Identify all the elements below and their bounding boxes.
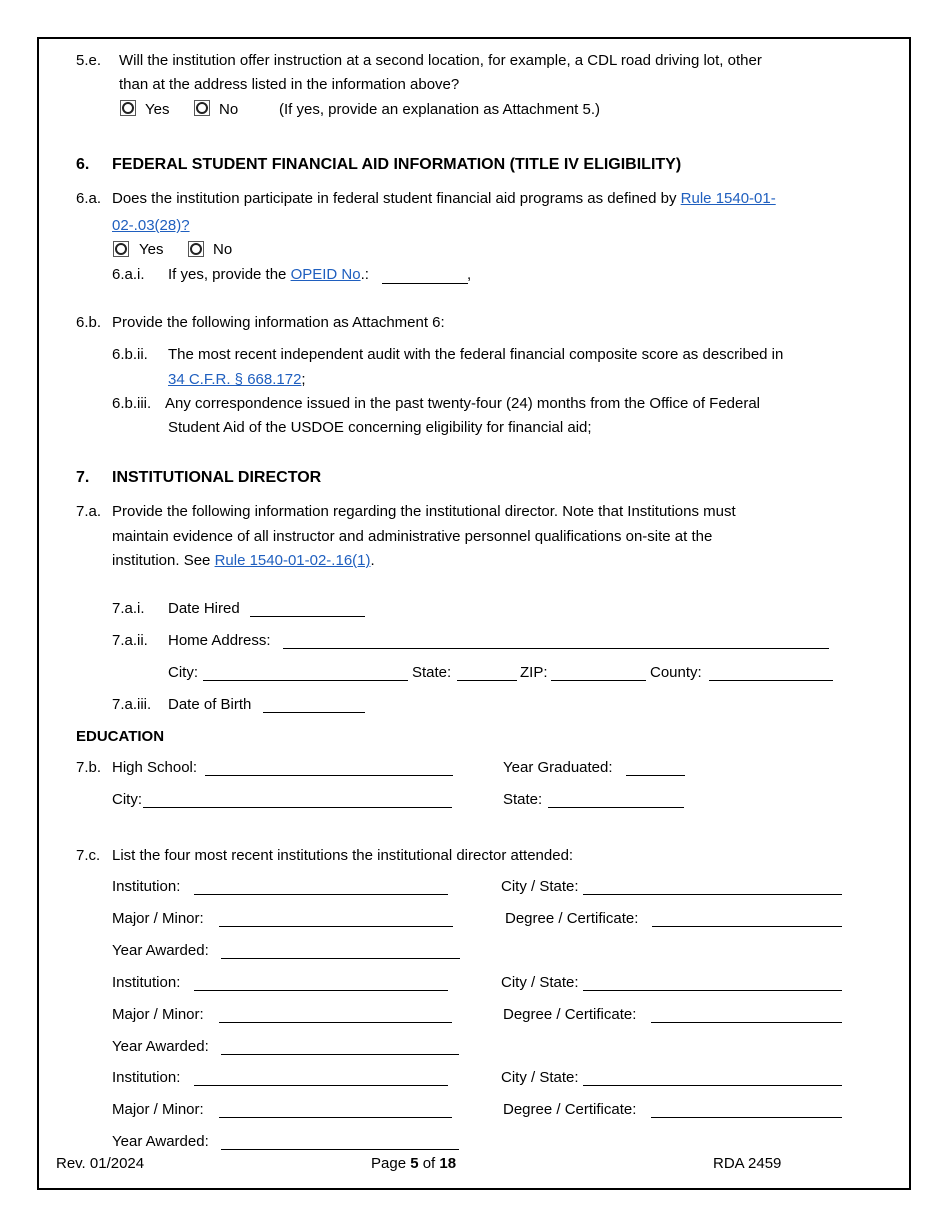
- section-7aii-number: 7.a.ii.: [112, 632, 148, 649]
- opeid-number-field[interactable]: [382, 283, 468, 284]
- section-7a-number: 7.a.: [76, 503, 102, 520]
- degree-3-field[interactable]: [651, 1117, 842, 1118]
- section-6biii-line2: Student Aid of the USDOE concerning eligibility for financial aid;: [168, 419, 592, 436]
- major-minor-3-field[interactable]: [219, 1117, 452, 1118]
- radio-6a-yes-label: Yes: [139, 241, 164, 258]
- high-school-label: High School:: [112, 759, 198, 776]
- city-field[interactable]: [203, 680, 408, 681]
- section-7a-line3: institution. See Rule 1540-01-02-.16(1).: [112, 552, 375, 569]
- section-7ai-number: 7.a.i.: [112, 600, 145, 617]
- footer-page-number: Page 5 of 18: [371, 1155, 457, 1172]
- city-state-2-field[interactable]: [583, 990, 842, 991]
- radio-6a-no-label: No: [213, 241, 233, 258]
- major-minor-2-field[interactable]: [219, 1022, 452, 1023]
- rule-1540-01-02-03-28-link[interactable]: Rule 1540-01-: [680, 190, 776, 207]
- section-5e-question-line1: Will the institution offer instruction at a second location, for example, a CDL road driving lot, other: [119, 52, 762, 69]
- county-label: County:: [650, 664, 702, 681]
- degree-2-field[interactable]: [651, 1022, 842, 1023]
- hs-state-field[interactable]: [548, 807, 684, 808]
- opeid-link[interactable]: OPEID No: [290, 266, 361, 283]
- cfr-668-172-link[interactable]: 34 C.F.R. § 668.172: [168, 371, 302, 388]
- date-hired-field[interactable]: [250, 616, 365, 617]
- high-school-field[interactable]: [205, 775, 453, 776]
- year-graduated-label: Year Graduated:: [503, 759, 613, 776]
- section-7c-number: 7.c.: [76, 847, 101, 864]
- section-6ai-number: 6.a.i.: [112, 266, 145, 283]
- rule-1540-01-02-03-28-link-cont[interactable]: 02-.03(28)?: [112, 217, 190, 234]
- institution-3-label: Institution:: [112, 1069, 181, 1086]
- city-state-1-label: City / State:: [501, 878, 579, 895]
- hs-city-label: City:: [112, 791, 142, 808]
- section-7b-number: 7.b.: [76, 759, 102, 776]
- state-field[interactable]: [457, 680, 517, 681]
- city-state-3-label: City / State:: [501, 1069, 579, 1086]
- institution-2-label: Institution:: [112, 974, 181, 991]
- section-7-number: 7.: [76, 469, 90, 486]
- year-awarded-1-field[interactable]: [221, 958, 460, 959]
- year-awarded-2-field[interactable]: [221, 1054, 459, 1055]
- section-6-title: FEDERAL STUDENT FINANCIAL AID INFORMATION (TITLE IV ELIGIBILITY): [112, 156, 682, 173]
- section-6b-text: Provide the following information as Attachment 6:: [112, 314, 445, 331]
- year-awarded-1-label: Year Awarded:: [112, 942, 209, 959]
- hs-state-label: State:: [503, 791, 543, 808]
- zip-field[interactable]: [551, 680, 646, 681]
- city-label: City:: [168, 664, 198, 681]
- section-6ai-text: If yes, provide the OPEID No.:: [168, 266, 369, 283]
- section-6ai-comma: ,: [467, 266, 472, 283]
- date-of-birth-label: Date of Birth: [168, 696, 252, 713]
- section-7a-line2: maintain evidence of all instructor and administrative personnel qualifications on-site at the: [112, 528, 713, 545]
- section-6bii-number: 6.b.ii.: [112, 346, 148, 363]
- degree-2-label: Degree / Certificate:: [503, 1006, 637, 1023]
- section-6-number: 6.: [76, 156, 90, 173]
- year-awarded-3-field[interactable]: [221, 1149, 459, 1150]
- major-minor-2-label: Major / Minor:: [112, 1006, 204, 1023]
- institution-2-field[interactable]: [194, 990, 448, 991]
- section-5e-note: (If yes, provide an explanation as Attachment 5.): [279, 101, 601, 118]
- radio-6a-no[interactable]: [188, 241, 204, 257]
- degree-1-label: Degree / Certificate:: [505, 910, 639, 927]
- date-hired-label: Date Hired: [168, 600, 240, 617]
- radio-5e-yes-label: Yes: [145, 101, 170, 118]
- institution-3-field[interactable]: [194, 1085, 448, 1086]
- radio-5e-no[interactable]: [194, 100, 210, 116]
- county-field[interactable]: [709, 680, 833, 681]
- major-minor-1-label: Major / Minor:: [112, 910, 204, 927]
- section-6a-question-line2: [112, 216, 190, 236]
- city-state-3-field[interactable]: [583, 1085, 842, 1086]
- section-5e-question-line2: than at the address listed in the information above?: [119, 76, 460, 93]
- degree-3-label: Degree / Certificate:: [503, 1101, 637, 1118]
- education-heading: EDUCATION: [76, 728, 165, 745]
- major-minor-1-field[interactable]: [219, 926, 453, 927]
- section-6a-number: 6.a.: [76, 190, 102, 207]
- rule-1540-01-02-16-1-link[interactable]: Rule 1540-01-02-.16(1): [214, 552, 371, 569]
- state-label: State:: [412, 664, 452, 681]
- city-state-1-field[interactable]: [583, 894, 842, 895]
- major-minor-3-label: Major / Minor:: [112, 1101, 204, 1118]
- section-7a-line1: Provide the following information regarding the institutional director. Note that Institutions must: [112, 503, 736, 520]
- year-awarded-2-label: Year Awarded:: [112, 1038, 209, 1055]
- date-of-birth-field[interactable]: [263, 712, 365, 713]
- radio-5e-yes[interactable]: [120, 100, 136, 116]
- institution-1-field[interactable]: [194, 894, 448, 895]
- section-6biii-line1: Any correspondence issued in the past twenty-four (24) months from the Office of Federal: [165, 395, 761, 412]
- year-graduated-field[interactable]: [626, 775, 685, 776]
- zip-label: ZIP:: [520, 664, 548, 681]
- degree-1-field[interactable]: [652, 926, 842, 927]
- section-7aiii-number: 7.a.iii.: [112, 696, 152, 713]
- section-6a-question: Does the institution participate in federal student financial aid programs as defined by Rule 1540-01-: [112, 190, 776, 207]
- section-5e-number: 5.e.: [76, 52, 102, 69]
- footer-form-number: RDA 2459: [713, 1155, 782, 1172]
- footer-revision: Rev. 01/2024: [56, 1155, 145, 1172]
- section-6biii-number: 6.b.iii.: [112, 395, 152, 412]
- radio-6a-yes[interactable]: [113, 241, 129, 257]
- home-address-label: Home Address:: [168, 632, 271, 649]
- section-6bii-text: The most recent independent audit with the federal financial composite score as described in: [168, 346, 784, 363]
- city-state-2-label: City / State:: [501, 974, 579, 991]
- section-6bii-line2: 34 C.F.R. § 668.172;: [168, 371, 306, 388]
- radio-5e-no-label: No: [219, 101, 239, 118]
- year-awarded-3-label: Year Awarded:: [112, 1133, 209, 1150]
- home-address-field[interactable]: [283, 648, 829, 649]
- institution-1-label: Institution:: [112, 878, 181, 895]
- section-6b-number: 6.b.: [76, 314, 102, 331]
- hs-city-field[interactable]: [143, 807, 452, 808]
- section-7-title: INSTITUTIONAL DIRECTOR: [112, 469, 322, 486]
- section-7c-text: List the four most recent institutions the institutional director attended:: [112, 847, 574, 864]
